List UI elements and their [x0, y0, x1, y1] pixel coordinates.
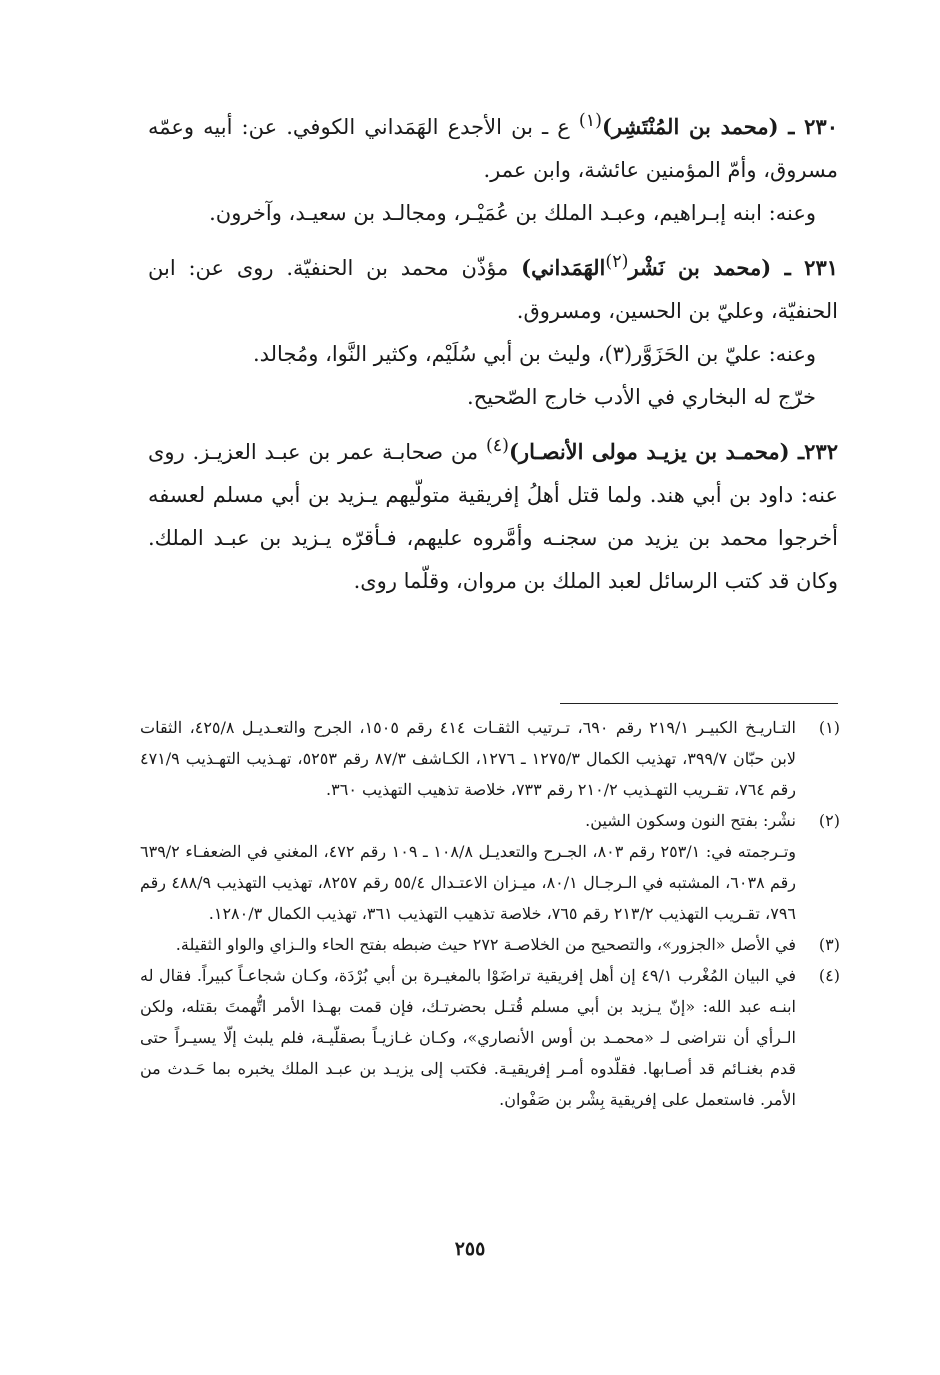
entry-paragraph: وعنه: عليّ بن الحَزَوَّر(٣)، وليث بن أبي سُلَيْم، وكثير النَّوا، ومُجالد. [252, 342, 816, 366]
footnote-text: نشْر: بفتح النون وسكون الشين. [585, 811, 796, 830]
footnote-number: (٣) [818, 935, 840, 954]
entry-title-continued: الهَمَداني) [521, 255, 606, 280]
footnote-separator [560, 703, 838, 704]
footnote-4 [140, 960, 840, 1115]
footnote-text: التـاريـخ الكبيـر ٢١٩/١ رقم ٦٩٠، تـرتيب الثقـات ٤١٤ رقم ١٥٠٥، الجرح والتعـديـل ٤٢٥/٨، الثقات لابن حبّان ٣٩٩/٧، تهذيب الكمال ١٢٧٥/٣ ـ ١٢٧٦، الكـاشف ٨٧/٣ رقم ٥٢٥٣، تهـذيب التهـذيب ٤٧١/٩ رقم ٧٦٤، تقـريب التهـذيب ٢١٠/٢ رقم ٧٣٣، خلاصة تذهيب التهذيب ٣٦٠. [140, 718, 796, 799]
entry-text: من صحابـة عمر بن عبـد العزيـز. روى عنه: داود بن أبي هند. ولما قتل أهلُ إفريقية متولّيهم يـزيد بن أبي مسلم لعسفه أخرجوا محمد بن يزيد من سجنـه وأمَّروه عليهم، فـأقرّه يـزيد بن عبـد الملك. وكان قد كتب الرسائل لعبد الملك بن مروان، وقلّما روى. [148, 440, 838, 593]
footnote-number: (١) [818, 718, 840, 737]
page-number: ٢٥٥ [454, 1238, 486, 1260]
entry-paragraph: وعنه: ابنه إبـراهيم، وعبـد الملك بن عُمَيْـر، ومجالـد بن سعيـد، وآخرون. [209, 201, 816, 225]
footnote-number: (٤) [818, 966, 840, 985]
footnote-number: (٢) [818, 811, 840, 830]
footnote-3 [140, 929, 840, 960]
footnote-2 [140, 805, 840, 929]
entry-paragraph [148, 425, 838, 603]
entry-title: ٢٣٢ـ (محمـد بن يزيـد مولى الأنصـار) [509, 439, 838, 464]
biography-entry-230 [148, 100, 838, 235]
footnotes [140, 712, 840, 1115]
entry-title: ٢٣١ ـ (محمد بن نَشْر [628, 255, 839, 280]
footnote-ref[interactable]: (١) [578, 111, 602, 131]
footnote-text: في البيان المُغْرب ٤٩/١ إن أهل إفريقية تراضَوْا بالمغيـرة بن أبي بُرْدَة، وكـان شجاعـاً كبيراً. فقال له ابنـه عبد الله: «إنّ يـزيد بن أبي مسلم قُتـل بحضرتـك، فإن قمت بهـذا الأمر اتُّهمتَ بقتله، ولكن الـرأي أن نتراضى لـ «محمـد بن أوس الأنصاري»، وكـان غـازيـاً بصقلّيـة، فلم يلبث إلّا يسيـراً حتى قدم بغنـائم قد أصـابها. فقلّدوه أمـر إفريقيـة. فكتب إلى يزيـد بن عبـد الملك يخبره بما حَـدث من الأمر. فاستعمل على إفريقية بِشْر بن صَفْوان. [140, 966, 796, 1109]
footnote-body [140, 960, 796, 1115]
entry-title: ٢٣٠ ـ (محمد بن المُنْتَشِر) [601, 114, 838, 139]
footnote-text: في الأصل «الجزور»، والتصحيح من الخلاصـة ٢٧٢ حيث ضبطه بفتح الحاء والـزاي والواو الثقيلة. [175, 935, 796, 954]
footnote-text: وتـرجمته في: ٢٥٣/١ رقم ٨٠٣، الجـرح والتعديـل ١٠٨/٨ ـ ١٠٩ رقم ٤٧٢، المغني في الضعفـاء ٦٣٩/٢ رقم ٦٠٣٨، المشتبه في الـرجـال ٨٠/١، ميـزان الاعتـدال ٥٥/٤ رقم ٨٢٥٧، تهذيب التهذيب ٤٨٨/٩ رقم ٧٩٦، تقـريب التهذيب ٢١٣/٢ رقم ٧٦٥، خلاصة تذهيب التهذيب ٣٦١، تهذيب الكمال ١٢٨٠/٣. [140, 842, 797, 923]
entry-text: ع ـ بن الأجدع الهَمَداني الكوفي. عن: أبيه وعمّه مسروق، وأمّ المؤمنين عائشة، وابن عمر. [148, 115, 838, 182]
biography-entry-231 [148, 241, 838, 419]
biography-entry-232 [148, 425, 838, 603]
footnote-1 [140, 712, 840, 805]
footnote-ref[interactable]: (٤) [485, 436, 509, 456]
footnote-ref[interactable]: (٢) [605, 252, 629, 272]
entry-text: مؤذّن محمد بن الحنفيّة. روى عن: ابن الحنفيّة، وعليّ بن الحسين، ومسروق. [148, 256, 838, 323]
entry-paragraph [148, 100, 838, 192]
footnote-body [140, 929, 796, 960]
entry-paragraph [148, 241, 838, 333]
footnote-body [140, 712, 796, 805]
footnote-body [140, 805, 796, 929]
entry-paragraph: خرّج له البخاري في الأدب خارج الصّحيح. [466, 385, 816, 409]
main-text [148, 100, 838, 603]
